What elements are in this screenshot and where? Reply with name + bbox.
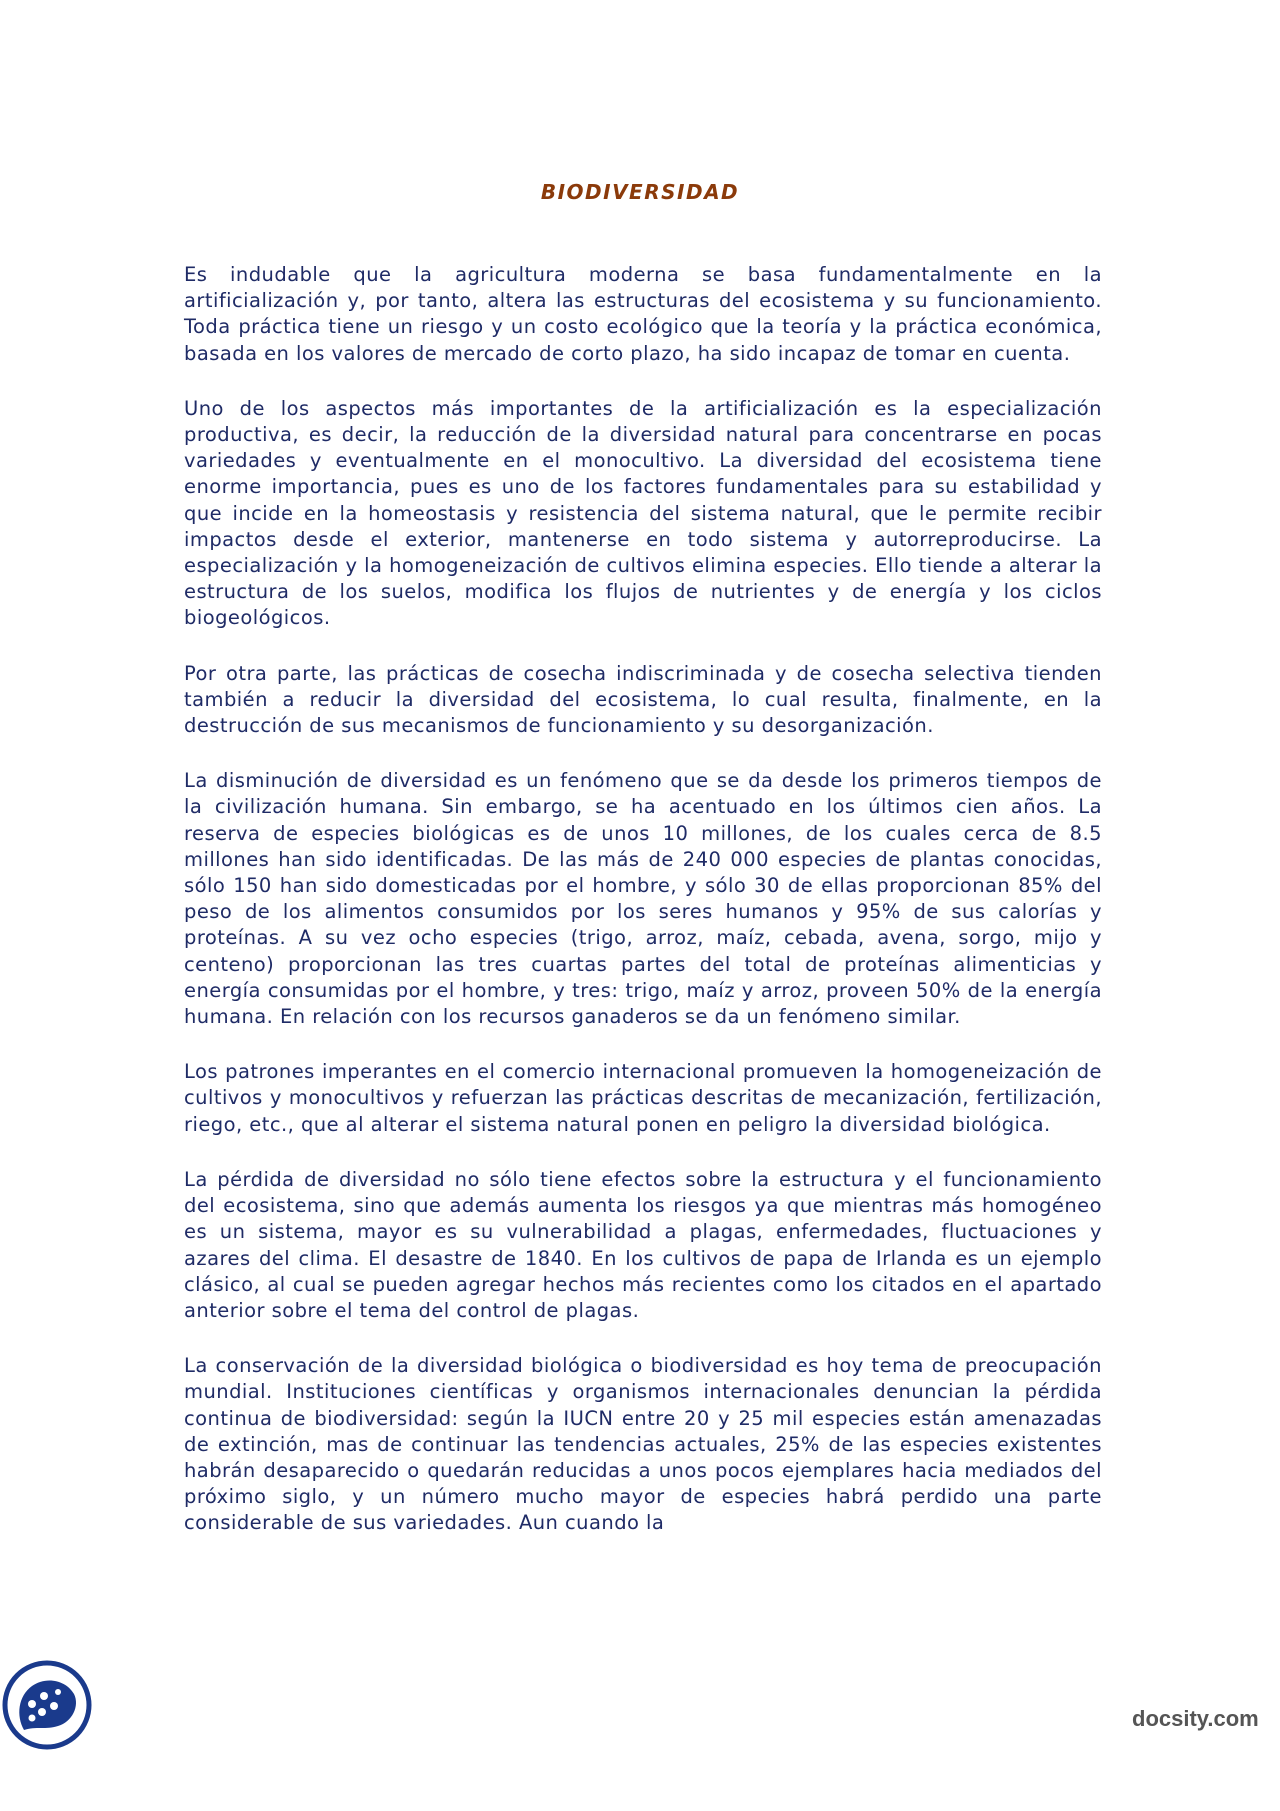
- paragraph-7: La conservación de la diversidad biológica o biodiversidad es hoy tema de preocupación mundial. Instituciones científicas y organismos internacionales denuncian la pérdida continua de biodiversidad: según la IUCN entre 20 y 25 mil especies están amenazadas de extinción, mas de continuar las tendencias actuales, 25% de las especies existentes habrán desaparecido o quedarán reducidas a unos pocos ejemplares hacia mediados del próximo siglo, y un número mucho mayor de especies habrá perdido una parte considerable de sus variedades. Aun cuando la: [184, 1354, 1102, 1535]
- docsity-brand-link[interactable]: docsity.com: [1132, 1706, 1259, 1731]
- docsity-logo-graphic: [2, 1660, 92, 1750]
- paragraph-2: Uno de los aspectos más importantes de la artificialización es la especialización productiva, es decir, la reducción de la diversidad natural para concentrarse en pocas variedades y eventualmente en el monocultivo. La diversidad del ecosistema tiene enorme importancia, pues es uno de los factores fundamentales para su estabilidad y que incide en la homeostasis y resistencia del sistema natural, que le permite recibir impactos desde el exterior, mantenerse en todo sistema y autorreproducirse. La especialización y la homogeneización de cultivos elimina especies. Ello tiende a alterar la estructura de los suelos, modifica los flujos de nutrientes y de energía y los ciclos biogeológicos.: [184, 396, 1102, 630]
- docsity-logo-icon[interactable]: [2, 1660, 92, 1750]
- page-title: BIODIVERSIDAD: [540, 180, 740, 204]
- paragraph-1: Es indudable que la agricultura moderna se basa fundamentalmente en la artificialización y, por tanto, altera las estructuras del ecosistema y su funcionamiento. Toda práctica tiene un riesgo y un costo ecológico que la teoría y la práctica económica, basada en los valores de mercado de corto plazo, ha sido incapaz de tomar en cuenta.: [184, 263, 1102, 365]
- document-body: [184, 262, 1102, 1566]
- paragraph-5: Los patrones imperantes en el comercio internacional promueven la homogeneización de cultivos y monocultivos y refuerzan las prácticas descritas de mecanización, fertilización, riego, etc., que al alterar el sistema natural ponen en peligro la diversidad biológica.: [184, 1060, 1102, 1136]
- paragraph-4: La disminución de diversidad es un fenómeno que se da desde los primeros tiempos de la civilización humana. Sin embargo, se ha acentuado en los últimos cien años. La reserva de especies biológicas es de unos 10 millones, de los cuales cerca de 8.5 millones han sido identificadas. De las más de 240 000 especies de plantas conocidas, sólo 150 han sido domesticadas por el hombre, y sólo 30 de ellas proporcionan 85% del peso de los alimentos consumidos por los seres humanos y 95% de sus calorías y proteínas. A su vez ocho especies (trigo, arroz, maíz, cebada, avena, sorgo, mijo y centeno) proporcionan las tres cuartas partes del total de proteínas alimenticias y energía consumidas por el hombre, y tres: trigo, maíz y arroz, proveen 50% de la energía humana. En relación con los recursos ganaderos se da un fenómeno similar.: [184, 769, 1102, 1029]
- paragraph-3: Por otra parte, las prácticas de cosecha indiscriminada y de cosecha selectiva tienden también a reducir la diversidad del ecosistema, lo cual resulta, finalmente, en la destrucción de sus mecanismos de funcionamiento y su desorganización.: [184, 661, 1102, 738]
- paragraph-6: La pérdida de diversidad no sólo tiene efectos sobre la estructura y el funcionamiento del ecosistema, sino que además aumenta los riesgos ya que mientras más homogéneo es un sistema, mayor es su vulnerabilidad a plagas, enfermedades, fluctuaciones y azares del clima. El desastre de 1840. En los cultivos de papa de Irlanda es un ejemplo clásico, al cual se pueden agregar hechos más recientes como los citados en el apartado anterior sobre el tema del control de plagas.: [184, 1167, 1102, 1322]
